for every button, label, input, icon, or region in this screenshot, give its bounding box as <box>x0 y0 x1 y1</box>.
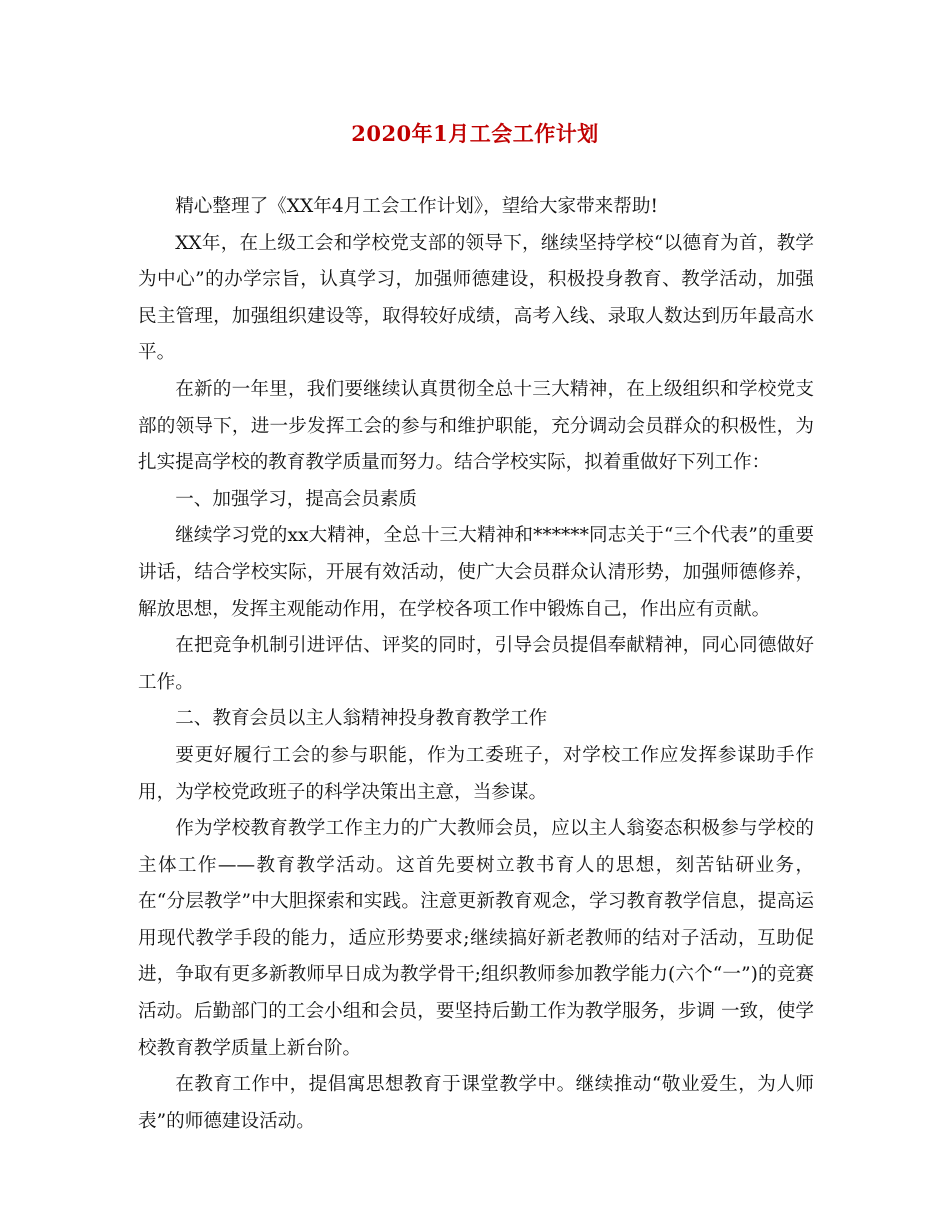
section-heading-2: 二、教育会员以主人翁精神投身教育教学工作 <box>175 708 548 730</box>
paragraph-moral-education: 在教育工作中，提倡寓思想教育于课堂教学中。继续推动“敬业爱生，为人师表”的师德建设活动。 <box>138 1074 814 1132</box>
paragraph-teachers: 作为学校教育教学工作主力的广大教师会员，应以主人翁姿态积极参与学校的主体工作——教育教学活动。这首先要树立教书育人的思想，刻苦钻研业务，在“分层教学”中大胆探索和实践。注意更新教育观念，学习教育教学信息，提高运用现代教学手段的能力，适应形势要求;继续搞好新老教师的结对子活动，互助促进，争取有更多新教师早日成为教学骨干;组织教师参加教学能力(六个“一”)的竞赛活动。后勤部门的工会小组和会员，要坚持后勤工作为教学服务，步调 一致，使学校教育教学质量上新台阶。 <box>138 818 814 1059</box>
paragraph-participation: 要更好履行工会的参与职能，作为工委班子，对学校工作应发挥参谋助手作用，为学校党政班子的科学决策出主意，当参谋。 <box>138 744 814 803</box>
paragraph-summary: XX年，在上级工会和学校党支部的领导下，继续坚持学校“以德育为首，教学为中心”的办学宗旨，认真学习，加强师德建设，积极投身教育、教学活动，加强民主管理，加强组织建设等，取得较好成绩，高考入线、录取人数达到历年最高水平。 <box>138 232 814 364</box>
paragraph-competition: 在把竞争机制引进评估、评奖的同时，引导会员提倡奉献精神，同心同德做好工作。 <box>138 635 814 693</box>
paragraph-study: 继续学习党的xx大精神，全总十三大精神和******同志关于“三个代表”的重要讲话，结合学校实际，开展有效活动，使广大会员群众认清形势，加强师德修养，解放思想，发挥主观能动作用，在学校各项工作中锻炼自己，作出应有贡献。 <box>138 525 814 620</box>
document-body <box>138 189 814 1140</box>
section-heading-1: 一、加强学习，提高会员素质 <box>175 488 417 510</box>
document-title: 2020年1月工会工作计划 <box>351 121 599 146</box>
paragraph-intro: 精心整理了《XX年4月工会工作计划》，望给大家带来帮助! <box>175 196 658 217</box>
paragraph-new-year: 在新的一年里，我们要继续认真贯彻全总十三大精神，在上级组织和学校党支部的领导下，进一步发挥工会的参与和维护职能，充分调动会员群众的积极性，为扎实提高学校的教育教学质量而努力。结合学校实际，拟着重做好下列工作： <box>138 378 814 474</box>
